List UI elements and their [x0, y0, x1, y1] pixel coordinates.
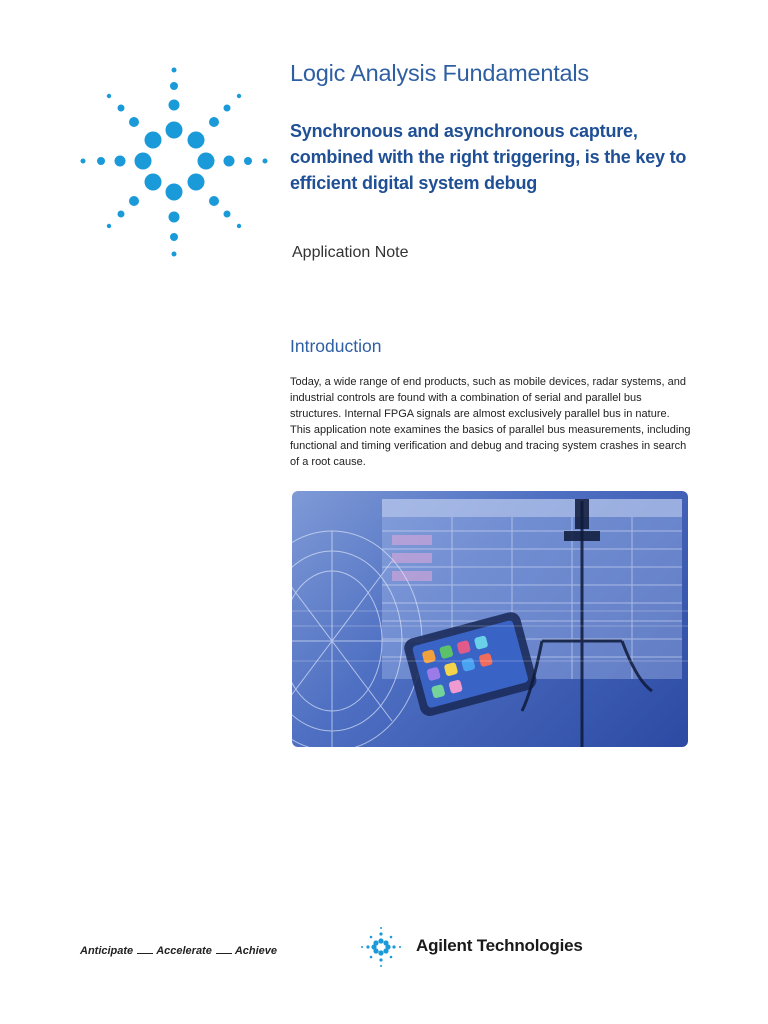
- hero-image: [292, 491, 688, 747]
- hero-collage-illustration: [292, 491, 688, 747]
- document-title: Logic Analysis Fundamentals: [290, 60, 589, 86]
- agilent-spark-small-logo-icon: [358, 924, 404, 970]
- tagline-word-anticipate: Anticipate: [80, 945, 134, 957]
- tagline-underline-gap: [216, 944, 232, 954]
- tagline-underline-gap: [137, 944, 153, 954]
- tagline-word-accelerate: Accelerate: [156, 945, 212, 957]
- document-type: Application Note: [292, 244, 409, 261]
- document-subtitle: Synchronous and asynchronous capture, combined with the right triggering, is the key to efficient digital system debug: [290, 121, 687, 193]
- introduction-body: Today, a wide range of end products, such as mobile devices, radar systems, and industrial controls are found with a combination of serial and parallel bus structures. Internal FPGA signals are almost exclusively parallel bus in nature. This application note examines the basics of parallel bus measurements, including functional and timing verification and debug and tracing system crashes in search of a root cause.: [290, 376, 691, 468]
- tagline-word-achieve: Achieve: [234, 945, 278, 957]
- agilent-spark-logo-icon: [76, 58, 272, 268]
- footer-tagline: [80, 944, 277, 957]
- section-heading-introduction: Introduction: [290, 336, 382, 356]
- company-name: Agilent Technologies: [416, 936, 583, 955]
